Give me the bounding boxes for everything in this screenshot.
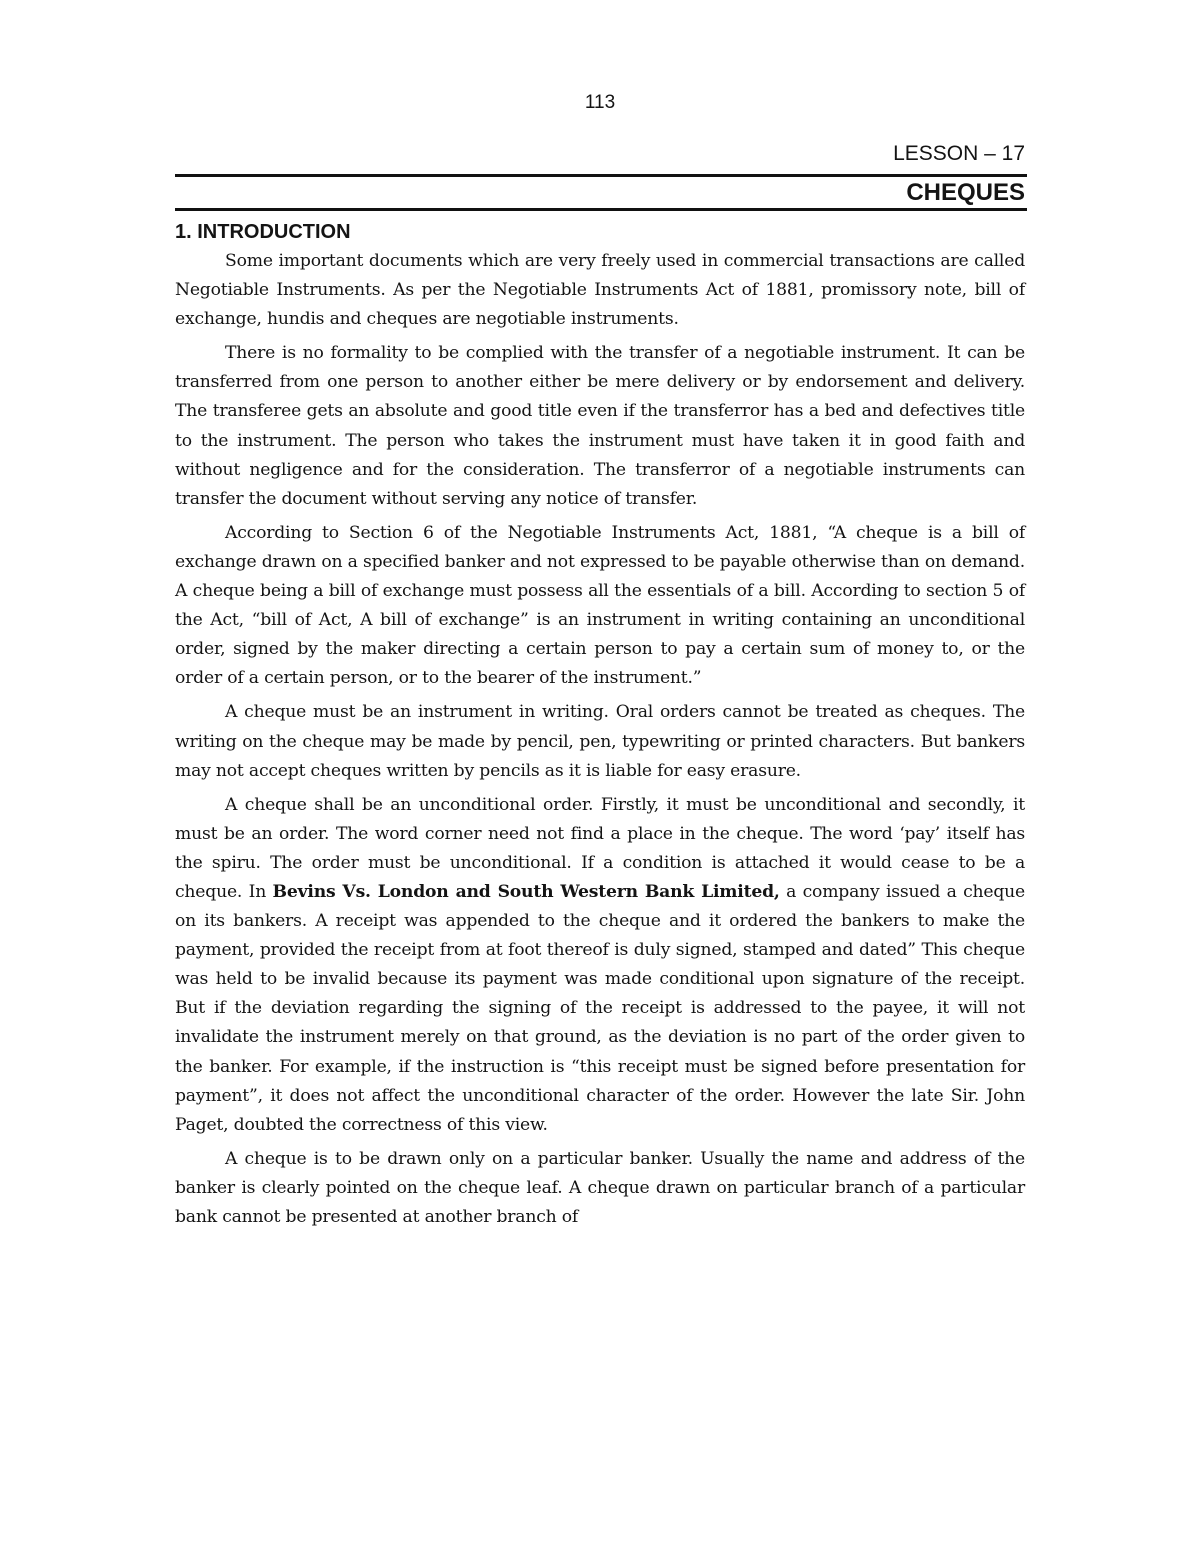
paragraph-5-text-after: a company issued a cheque on its bankers. A receipt was appended to the cheque and it ordered the bankers to make the payment, provided the receipt from at foot thereof is duly signed, stamped and dated” This cheque was held to be invalid because its payment was made conditional upon signature of the receipt. But if the deviation regarding the signing of the receipt is addressed to the payee, it will not invalidate the instrument merely on that ground, as the deviation is no part of the order given to the banker. For example, if the instruction is “this receipt must be signed before presentation for payment”, it does not affect the unconditional character of the order. However the late Sir. John Paget, doubted the correctness of this view. bbox=[175, 881, 1025, 1135]
section-heading: 1. INTRODUCTION bbox=[175, 221, 351, 243]
paragraph-6: A cheque is to be drawn only on a particular banker. Usually the name and address of the banker is clearly pointed on the cheque leaf. A cheque drawn on particular branch of a particular bank cannot be presented at another branch of bbox=[175, 1148, 1025, 1227]
page-number: 113 bbox=[584, 92, 616, 113]
case-name: Bevins Vs. London and South Western Bank Limited, bbox=[272, 881, 780, 902]
paragraph-4: A cheque must be an instrument in writing. Oral orders cannot be treated as cheques. The writing on the cheque may be made by pencil, pen, typewriting or printed characters. But bankers may not accept cheques written by pencils as it is liable for easy erasure. bbox=[175, 702, 1025, 781]
paragraph-3: According to Section 6 of the Negotiable Instruments Act, 1881, “A cheque is a bill of exchange drawn on a specified banker and not expressed to be payable otherwise than on demand. A cheque being a bill of exchange must possess all the essentials of a bill. According to section 5 of the Act, “bill of Act, A bill of exchange” is an instrument in writing containing an unconditional order, signed by the maker directing a certain person to pay a certain sum of money to, or the order of a certain person, or to the bearer of the instrument.” bbox=[175, 522, 1025, 689]
paragraph-5-text-before: A cheque shall be an unconditional order. Firstly, it must be unconditional and secondly, it must be an order. The word corner need not find a place in the cheque. The word ‘pay’ itself has the spiru. The order must be unconditional. If a condition is attached it would cease to be a cheque. In bbox=[175, 794, 1025, 902]
body-text bbox=[175, 247, 1025, 1237]
lesson-label: LESSON – 17 bbox=[893, 142, 1025, 165]
chapter-title: CHEQUES bbox=[906, 179, 1025, 206]
paragraph-2: There is no formality to be complied with the transfer of a negotiable instrument. It can be transferred from one person to another either be mere delivery or by endorsement and delivery. The transferee gets an absolute and good title even if the transferror has a bed and defectives title to the instrument. The person who takes the instrument must have taken it in good faith and without negligence and for the consideration. The transferror of a negotiable instruments can transfer the document without serving any notice of transfer. bbox=[175, 343, 1025, 509]
header-rule-top bbox=[175, 174, 1027, 177]
paragraph-5 bbox=[175, 791, 1025, 1140]
paragraph-1: Some important documents which are very freely used in commercial transactions are called Negotiable Instruments. As per the Negotiable Instruments Act of 1881, promissory note, bill of exchange, hundis and cheques are negotiable instruments. bbox=[175, 251, 1025, 330]
header-rule-bottom bbox=[175, 208, 1027, 211]
